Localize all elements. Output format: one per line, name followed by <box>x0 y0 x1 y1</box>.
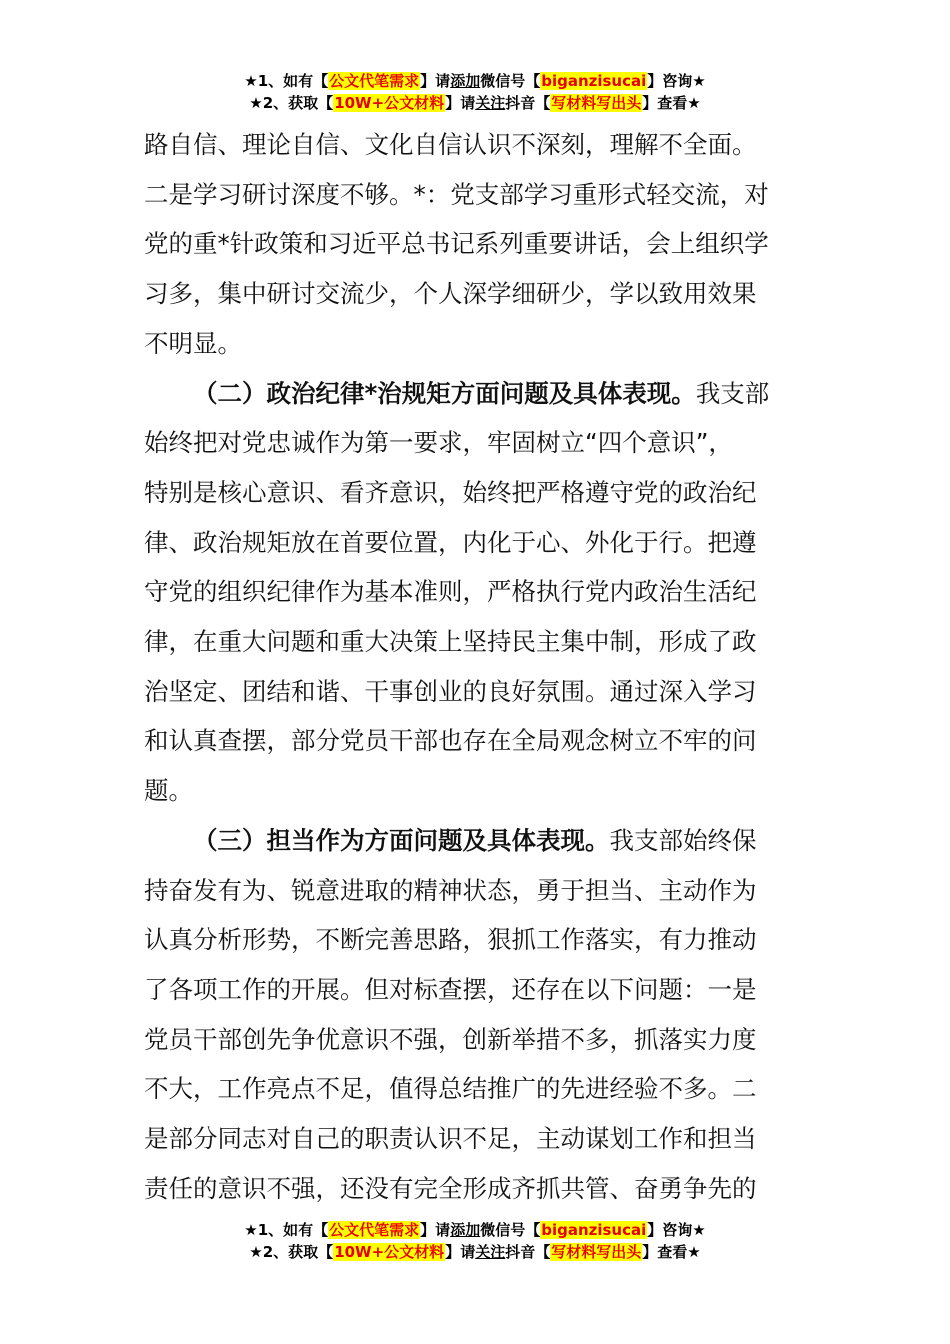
header-banner-line-2 <box>0 92 950 114</box>
header-banner <box>0 70 950 114</box>
banner-text: 】请 <box>445 94 476 112</box>
section-heading: （三）担当作为方面问题及具体表现。 <box>193 825 610 855</box>
document-body <box>144 120 808 1213</box>
banner-text: 】请 <box>445 1243 476 1261</box>
highlight-wechat-id: biganzisucai <box>541 1221 647 1239</box>
paragraph-first-line <box>144 369 808 419</box>
paragraph-1 <box>144 120 808 369</box>
footer-banner-line-1 <box>0 1219 950 1241</box>
underlined-text: 关注 <box>475 94 506 112</box>
banner-text: ★1、如有【 <box>244 72 329 90</box>
text-line: 持奋发有为、锐意进取的精神状态，勇于担当、主动作为 <box>144 875 757 905</box>
banner-text: 】咨询★ <box>647 1221 706 1239</box>
text-line: 路自信、理论自信、文化自信认识不深刻，理解不全面。 <box>144 130 757 159</box>
banner-text: 微信号【 <box>480 1221 541 1239</box>
banner-text: 抖音【 <box>505 1243 551 1261</box>
underlined-text: 添加 <box>450 1221 481 1239</box>
text-line: 律、政治规矩放在首要位置，内化于心、外化于行。把遵 <box>144 527 757 557</box>
highlight-douyin-id: 写材料写出头 <box>551 94 642 112</box>
banner-text: 】请 <box>420 1221 451 1239</box>
underlined-text: 添加 <box>450 72 481 90</box>
text-line: 守党的组织纪律作为基本准则，严格执行党内政治生活纪 <box>144 577 757 607</box>
text-fragment: 我支部 <box>695 378 770 408</box>
highlight-materials: 10W+公文材料 <box>334 94 445 112</box>
text-line: 不明显。 <box>144 328 242 358</box>
banner-text: 】查看★ <box>642 1243 701 1261</box>
text-line: 习多，集中研讨交流少，个人深学细研少，学以致用效果 <box>144 279 757 309</box>
text-line: 是部分同志对自己的职责认识不足，主动谋划工作和担当 <box>144 1124 757 1154</box>
paragraph-first-line <box>144 816 808 866</box>
paragraph-2 <box>144 369 808 816</box>
highlight-douyin-id: 写材料写出头 <box>551 1243 642 1261</box>
banner-text: ★2、获取【 <box>249 94 334 112</box>
text-line: 了各项工作的开展。但对标查摆，还存在以下问题：一是 <box>144 974 757 1004</box>
text-line: 特别是核心意识、看齐意识，始终把严格遵守党的政治纪 <box>144 477 757 507</box>
section-heading: （二）政治纪律*治规矩方面问题及具体表现。 <box>193 378 696 408</box>
text-line: 党员干部创先争优意识不强，创新举措不多，抓落实力度 <box>144 1024 757 1054</box>
highlight-service: 公文代笔需求 <box>329 1221 420 1239</box>
footer-banner-line-2 <box>0 1241 950 1263</box>
paragraph-3 <box>144 816 808 1214</box>
text-line: 题。 <box>144 776 193 806</box>
banner-text: 】查看★ <box>642 94 701 112</box>
underlined-text: 关注 <box>475 1243 506 1261</box>
banner-text: ★2、获取【 <box>249 1243 334 1261</box>
text-line: 始终把对党忠诚作为第一要求，牢固树立“四个意识”， <box>144 428 733 458</box>
footer-banner <box>0 1219 950 1263</box>
text-line: 不大，工作亮点不足，值得总结推广的先进经验不多。二 <box>144 1074 757 1104</box>
banner-text: ★1、如有【 <box>244 1221 329 1239</box>
text-line: 党的重*针政策和习近平总书记系列重要讲话，会上组织学 <box>144 229 769 259</box>
text-fragment: 我支部始终保 <box>609 825 757 855</box>
highlight-materials: 10W+公文材料 <box>334 1243 445 1261</box>
highlight-service: 公文代笔需求 <box>329 72 420 90</box>
text-line: 和认真查摆，部分党员干部也存在全局观念树立不牢的问 <box>144 726 757 756</box>
text-line: 治坚定、团结和谐、干事创业的良好氛围。通过深入学习 <box>144 676 757 706</box>
text-line: 责任的意识不强，还没有完全形成齐抓共管、奋勇争先的 <box>144 1173 757 1203</box>
header-banner-line-1 <box>0 70 950 92</box>
banner-text: 微信号【 <box>480 72 541 90</box>
banner-text: 】咨询★ <box>647 72 706 90</box>
banner-text: 抖音【 <box>505 94 551 112</box>
text-line: 认真分析形势，不断完善思路，狠抓工作落实，有力推动 <box>144 925 757 955</box>
banner-text: 】请 <box>420 72 451 90</box>
text-line: 律，在重大问题和重大决策上坚持民主集中制，形成了政 <box>144 627 757 657</box>
text-line: 二是学习研讨深度不够。*：党支部学习重形式轻交流，对 <box>144 179 769 209</box>
highlight-wechat-id: biganzisucai <box>541 72 647 90</box>
